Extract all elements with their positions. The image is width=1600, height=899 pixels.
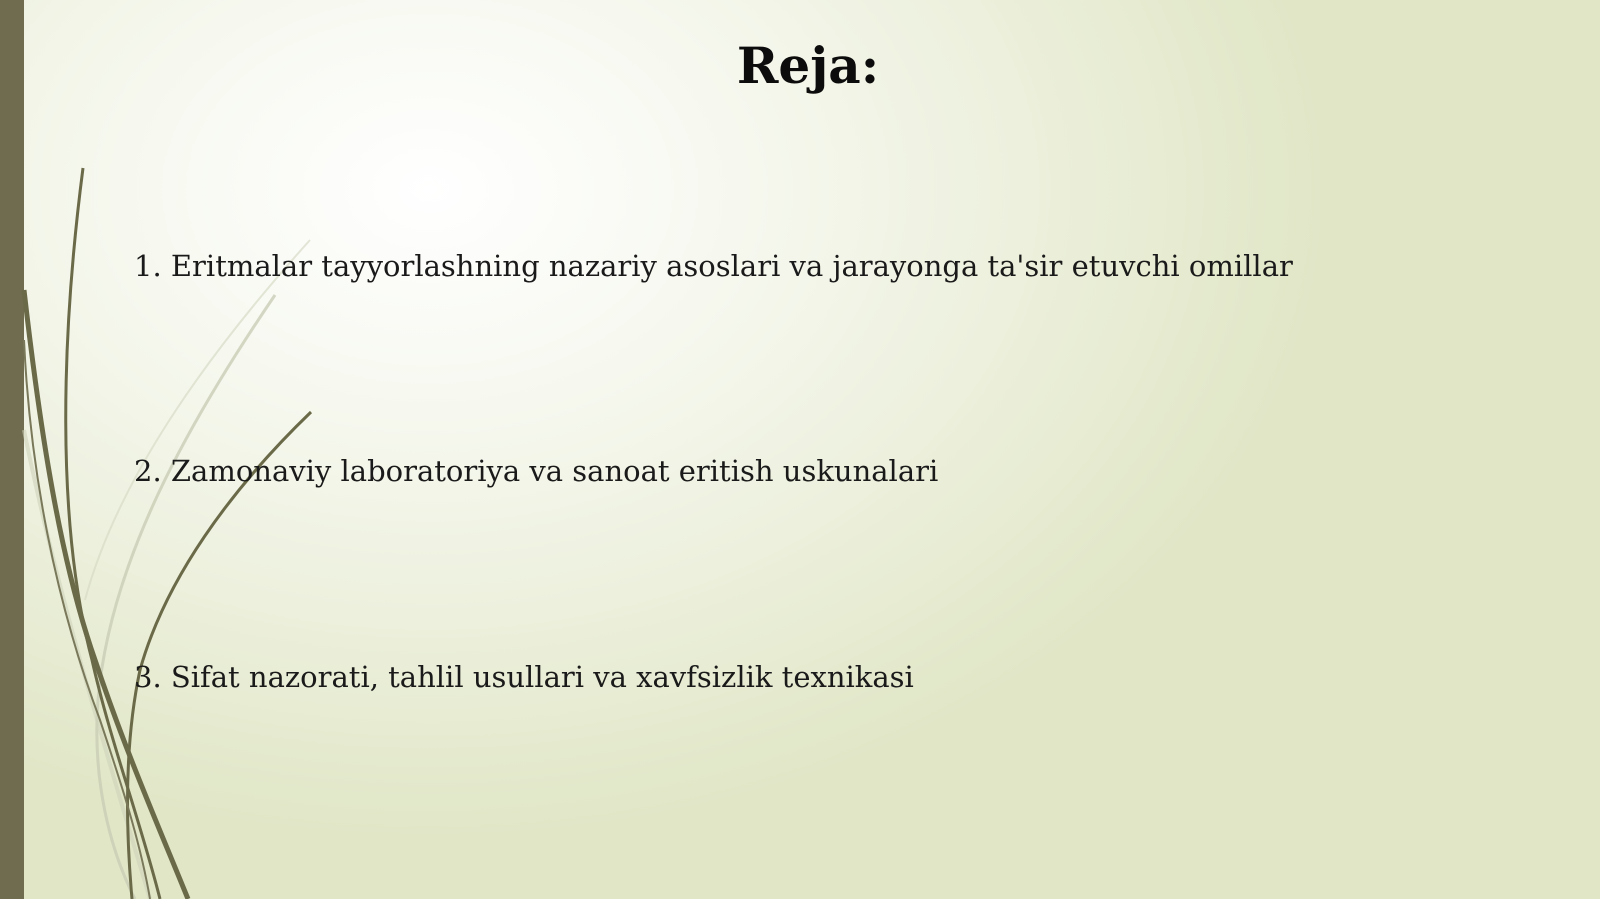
plan-item-text: Eritmalar tayyorlashning nazariy asoslari va jarayonga ta'sir etuvchi omillar	[170, 249, 1293, 283]
slide-title: Reja:	[736, 36, 880, 95]
grass-blade-faint	[24, 430, 150, 899]
grass-blade	[24, 290, 188, 899]
plan-item-text: Zamonaviy laboratoriya va sanoat eritish uskunalari	[170, 454, 939, 488]
plan-item-1	[134, 249, 1293, 283]
plan-item-3	[134, 660, 914, 694]
plan-item-number: 2.	[134, 454, 162, 488]
plan-item-text: Sifat nazorati, tahlil usullari va xavfsizlik texnikasi	[170, 660, 914, 694]
plan-item-number: 1.	[134, 249, 162, 283]
plan-item-number: 3.	[134, 660, 162, 694]
plan-item-2	[134, 454, 938, 488]
